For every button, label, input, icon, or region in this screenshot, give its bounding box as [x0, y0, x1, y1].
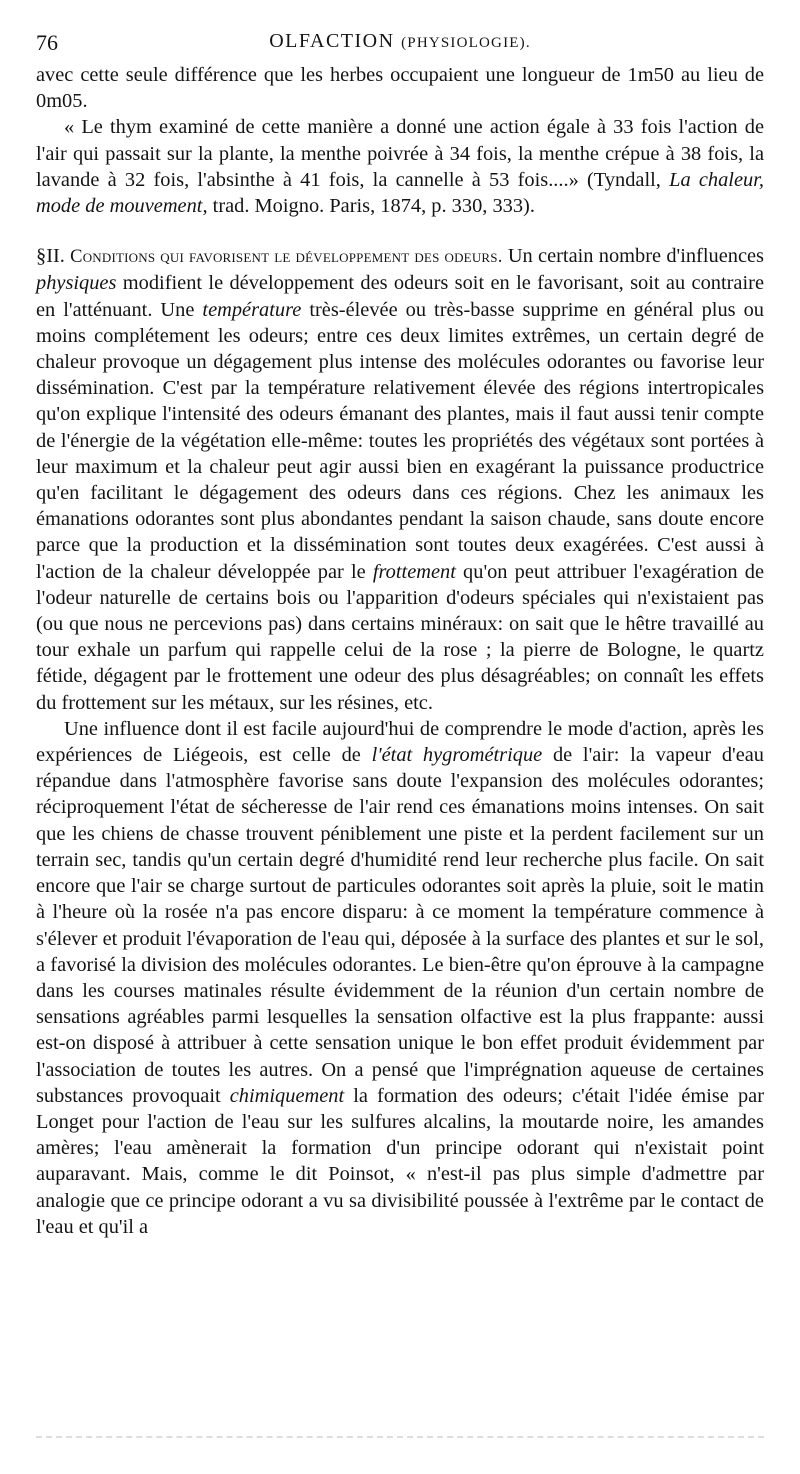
paragraph-text: Un certain nombre d'influences	[502, 245, 764, 268]
humidity-paragraph	[36, 716, 764, 1240]
emphasis-temperature: température	[202, 298, 302, 321]
paragraph-text: Une influence dont il est facile aujourd'hui de comprendre le mode d'action, après les expériences de Liégeois, est celle de	[36, 717, 764, 767]
running-header	[36, 26, 764, 62]
paragraph-text: très-élevée ou très-basse supprime en général plus ou moins complétement les odeurs; entre ces deux limites extrêmes, un certain degré de chaleur provoque un dégagement plus intense des molécules odorantes ou favorise leur dissémination. C'est par la température relativement élevée des régions intertropicales qu'on explique l'intensité des odeurs émanant des plantes, mais il faut aussi tenir compte de l'énergie de la végétation elle-même: toutes les propriétés des végétaux sont portées à leur maximum et la chaleur peut agir aussi bien en exagérant la puissance productrice qu'en facilitant le dégagement des odeurs dans ces régions. Chez les animaux les émanations odorantes sont plus abondantes pendant la saison chaude, sans doute encore parce que la production et la dissémination sont toutes deux exagérées. C'est aussi à l'action de la chaleur développée par le	[36, 298, 764, 583]
chapter-subtitle: (PHYSIOLOGIE).	[401, 35, 531, 51]
quote-continuation	[36, 62, 764, 114]
section-number: §II.	[36, 245, 65, 268]
tyndall-quote	[36, 114, 764, 219]
citation-title: La chaleur, mode de mouvement,	[36, 168, 764, 218]
chapter-title: OLFACTION	[269, 30, 395, 52]
section-heading: Conditions qui favorisent le développement des odeurs.	[70, 247, 503, 268]
paragraph-text: qu'on peut attribuer l'exagération de l'odeur naturelle de certains bois ou l'apparition d'odeurs spéciales qui n'existaient pas (ou que nous ne percevions pas) dans certains minéraux: on sait que le hêtre travaillé au tour exhale un parfum qui rappelle celui de la rose ; la pierre de Bologne, le quartz fétide, dégagent par le frottement une odeur des plus désagréables; on connaît les effets du frottement sur les métaux, sur les résines, etc.	[36, 560, 764, 714]
page-number: 76	[36, 30, 58, 55]
running-title	[36, 30, 764, 53]
paragraph-text: modifient le développement des odeurs soit en le favorisant, soit au contraire en l'atténuant. Une	[36, 272, 764, 321]
quote-line: avec cette seule différence que les herbes occupaient une longueur de 1m50 au lieu de 0m05.	[36, 64, 764, 113]
citation-rest: trad. Moigno. Paris, 1874, p. 330, 333).	[207, 195, 535, 218]
scan-artifact-line	[36, 1436, 764, 1442]
paragraph-text: de l'air: la vapeur d'eau répandue dans l'atmosphère favorise sans doute l'expansion des molécules odorantes; réciproquement l'état de sécheresse de l'air rend ces émanations moins intenses. On sait que les chiens de chasse trouvent péniblement une piste et la perdent facilement sur un terrain sec, tandis qu'un certain degré d'humidité rend leur recherche plus facile. On sait encore que l'air se charge surtout de particules odorantes soit après la pluie, soit le matin à l'heure où la rosée n'a pas encore disparu: à ce moment la température commence à s'élever et produit l'évaporation de l'eau qui, déposée à la surface des plantes et sur le sol, a favorisé la division des molécules odorantes. Le bien-être qu'on éprouve à la campagne dans les courses matinales résulte évidemment de la réunion d'un certain nombre de sensations agréables parmi lesquelles la sensation olfactive est la plus frappante: aussi est-on disposé à attribuer à cette sensation unique le bon effet produit évidemment par l'association de toutes les autres. On a pensé que l'imprégnation aqueuse de certaines substances provoquait	[36, 744, 765, 1107]
emphasis-physiques: physiques	[36, 272, 117, 295]
quote-text: « Le thym examiné de cette manière a donné une action égale à 33 fois l'action de l'air qui passait sur la plante, la menthe poivrée à 34 fois, la menthe crépue à 38 fois, la lavande à 32 fois, l'absinthe à 41 fois, la cannelle à 53 fois....» (Tyndall,	[36, 116, 764, 191]
page-body	[36, 62, 764, 1240]
section-paragraph	[36, 243, 764, 716]
section-spacer	[36, 219, 764, 243]
paragraph-text: la formation des odeurs; c'était l'idée émise par Longet pour l'action de l'eau sur les sulfures alcalins, la moutarde noire, les amandes amères; l'eau amènerait la formation d'un principe odorant qui n'existait point auparavant. Mais, comme le dit Poinsot, « n'est-il pas plus simple d'admettre par analogie que ce principe odorant a vu sa divisibilité poussée à l'extrême par le contact de l'eau et qu'il a	[36, 1084, 764, 1238]
emphasis-chimiquement: chimiquement	[229, 1084, 345, 1107]
emphasis-frottement: frottement	[372, 560, 456, 583]
emphasis-hygrometrique: l'état hygrométrique	[371, 744, 543, 767]
